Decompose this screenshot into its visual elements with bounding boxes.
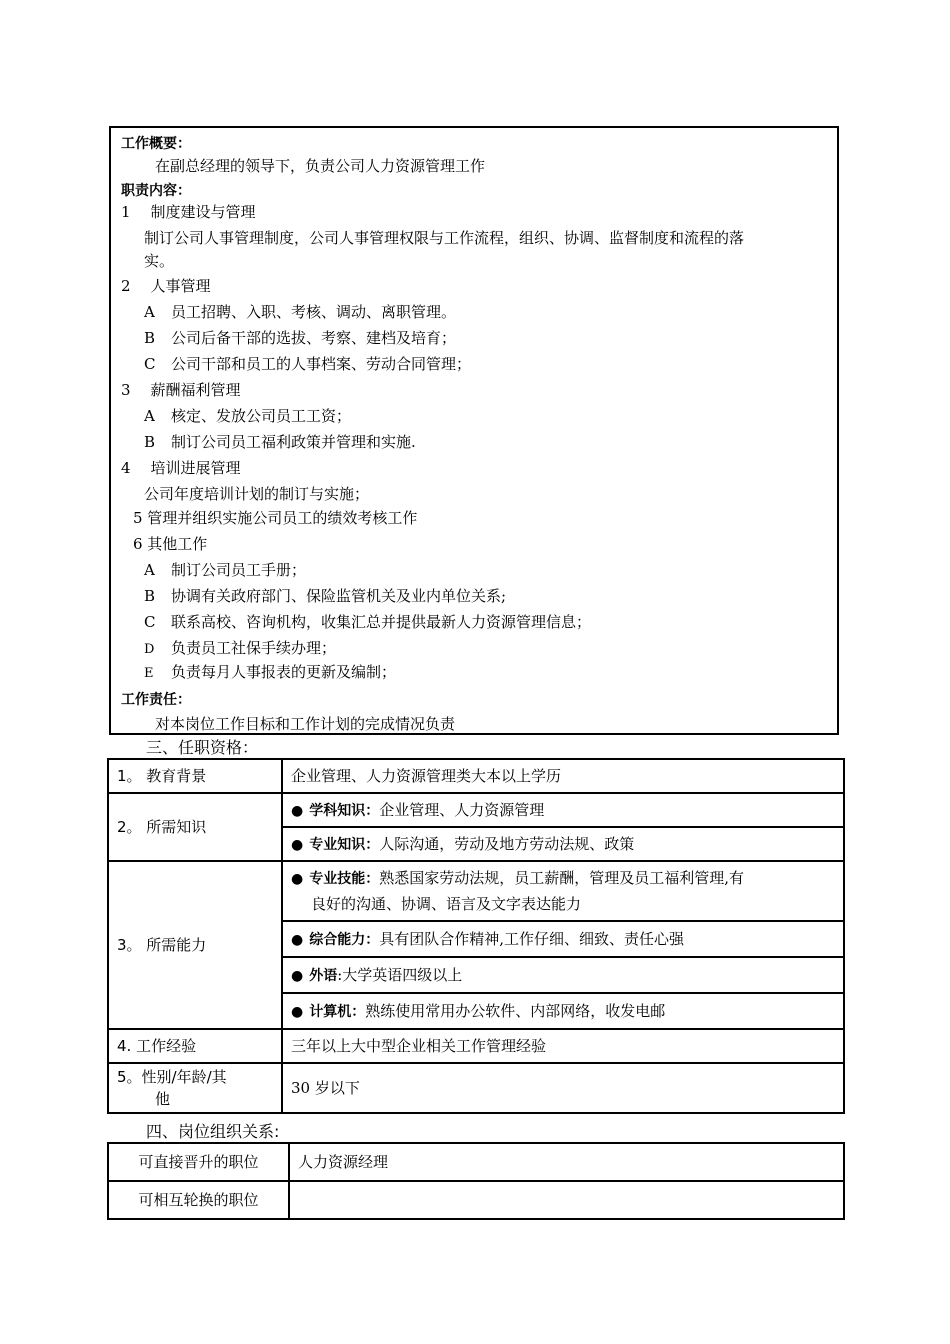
table-row [108, 1143, 844, 1181]
item-key: E [144, 666, 154, 681]
table-row [108, 1063, 844, 1113]
experience-label: 4. 工作经验 [108, 1029, 282, 1063]
item-text: 负责员工社保手续办理； [171, 639, 337, 657]
table-row [108, 793, 844, 827]
section-2-item-a [144, 302, 456, 322]
table-row [108, 1181, 844, 1219]
knowledge-label: 2。 所需知识 [108, 793, 282, 861]
qualifications-heading: 三、任职资格： [146, 738, 259, 757]
duties-box [109, 126, 839, 735]
org-table [107, 1142, 845, 1220]
section-4-number: 4 [121, 459, 131, 477]
item-key: A [144, 303, 155, 321]
section-3-number: 3 [121, 381, 131, 399]
section-4-heading [121, 458, 241, 478]
rotation-value [289, 1181, 844, 1219]
bullet-icon: ● [291, 967, 304, 984]
item-text: 员工招聘、入职、考核、调动、离职管理。 [171, 303, 457, 321]
item-key: A [144, 407, 155, 425]
item-key: 综合能力： [309, 931, 380, 948]
section-1-text-line1: 制订公司人事管理制度，公司人事管理权限与工作流程，组织、协调、监督制度和流程的落 [144, 229, 745, 247]
item-value: 企业管理、人力资源管理 [379, 800, 545, 819]
summary-text: 在副总经理的领导下，负责公司人力资源管理工作 [155, 157, 486, 175]
section-2-item-b [144, 328, 456, 348]
table-row [108, 759, 844, 793]
knowledge-subject [282, 793, 844, 827]
section-6-heading: 6 其他工作 [133, 535, 208, 553]
other-label [108, 1063, 282, 1113]
section-3-title: 薪酬福利管理 [150, 381, 241, 399]
section-3-item-a [144, 406, 351, 426]
promotion-label: 可直接晋升的职位 [108, 1143, 289, 1181]
section-2-item-c [144, 354, 471, 374]
item-text: 核定、发放公司员工工资； [171, 407, 352, 425]
section-2-number: 2 [121, 277, 131, 295]
bullet-icon: ● [291, 870, 304, 887]
item-text: 制订公司员工福利政策并管理和实施. [171, 433, 416, 451]
item-key: C [144, 355, 156, 373]
content-label: 职责内容： [121, 183, 191, 199]
ability-label: 3。 所需能力 [108, 861, 282, 1029]
bullet-icon: ● [291, 802, 304, 819]
item-text: 联系高校、咨询机构，收集汇总并提供最新人力资源管理信息； [171, 613, 592, 631]
table-row [108, 861, 844, 921]
item-value: 熟练使用常用办公软件、内部网络，收发电邮 [365, 1001, 666, 1020]
section-3-heading [121, 380, 241, 400]
item-value: 具有团队合作精神,工作仔细、细致、责任心强 [379, 929, 684, 948]
item-text: 制订公司员工手册； [171, 561, 307, 579]
summary-label: 工作概要： [121, 136, 191, 152]
item-key: 学科知识： [309, 802, 380, 819]
responsibility-text: 对本岗位工作目标和工作计划的完成情况负责 [155, 715, 456, 733]
section-5-heading: 5 管理并组织实施公司员工的绩效考核工作 [133, 509, 418, 527]
bullet-icon: ● [291, 931, 304, 948]
section-2-heading [121, 276, 211, 296]
experience-value: 三年以上大中型企业相关工作管理经验 [282, 1029, 844, 1063]
section-6-item-d [144, 638, 336, 660]
section-6-item-a [144, 560, 306, 580]
other-label-line1: 5。性别/年龄/其 [117, 1068, 227, 1086]
item-value: 人际沟通，劳动及地方劳动法规、政策 [379, 834, 635, 853]
table-row [108, 1029, 844, 1063]
item-value: 熟悉国家劳动法规，员工薪酬，管理及员工福利管理,有 [379, 868, 744, 887]
item-key: 专业知识： [309, 836, 380, 853]
bullet-icon: ● [291, 836, 304, 853]
section-6-item-b [144, 586, 506, 606]
item-text: 负责每月人事报表的更新及编制； [171, 663, 397, 681]
org-heading: 四、岗位组织关系: [146, 1122, 280, 1141]
item-key: D [144, 642, 155, 657]
rotation-label: 可相互轮换的职位 [108, 1181, 289, 1219]
qualifications-table [107, 758, 845, 1114]
section-6-item-e [144, 662, 396, 684]
section-6-item-c [144, 612, 591, 632]
section-3-item-b [144, 432, 416, 452]
ability-professional [282, 861, 844, 921]
responsibility-label: 工作责任： [121, 692, 191, 708]
item-key: A [144, 561, 155, 579]
other-value: 30 岁以下 [282, 1063, 844, 1113]
item-key: C [144, 613, 156, 631]
item-key: B [144, 329, 156, 347]
education-value: 企业管理、人力资源管理类大本以上学历 [282, 759, 844, 793]
education-label: 1。 教育背景 [108, 759, 282, 793]
section-1-heading [121, 202, 256, 222]
item-key: 外语 [309, 967, 338, 984]
item-text: 协调有关政府部门、保险监管机关及业内单位关系; [171, 587, 507, 605]
other-label-line2: 他 [155, 1090, 171, 1108]
bullet-icon: ● [291, 1003, 304, 1020]
item-key: 专业技能： [309, 870, 380, 887]
item-key: B [144, 587, 156, 605]
item-value: :大学英语四级以上 [337, 965, 463, 984]
item-text: 公司干部和员工的人事档案、劳动合同管理； [171, 355, 472, 373]
knowledge-professional [282, 827, 844, 861]
item-key: 计算机： [309, 1003, 366, 1020]
section-1-number: 1 [121, 203, 131, 221]
item-key: B [144, 433, 156, 451]
section-4-title: 培训进展管理 [150, 459, 241, 477]
ability-computer [282, 993, 844, 1029]
section-1-text-line2: 实。 [144, 252, 175, 270]
section-4-text: 公司年度培训计划的制订与实施； [144, 485, 370, 503]
item-value-line2: 良好的沟通、协调、语言及文字表达能力 [311, 894, 582, 913]
section-1-title: 制度建设与管理 [150, 203, 256, 221]
section-2-title: 人事管理 [150, 277, 211, 295]
item-text: 公司后备干部的选拔、考察、建档及培育； [171, 329, 457, 347]
promotion-value: 人力资源经理 [289, 1143, 844, 1181]
ability-comprehensive [282, 921, 844, 957]
ability-language [282, 957, 844, 993]
